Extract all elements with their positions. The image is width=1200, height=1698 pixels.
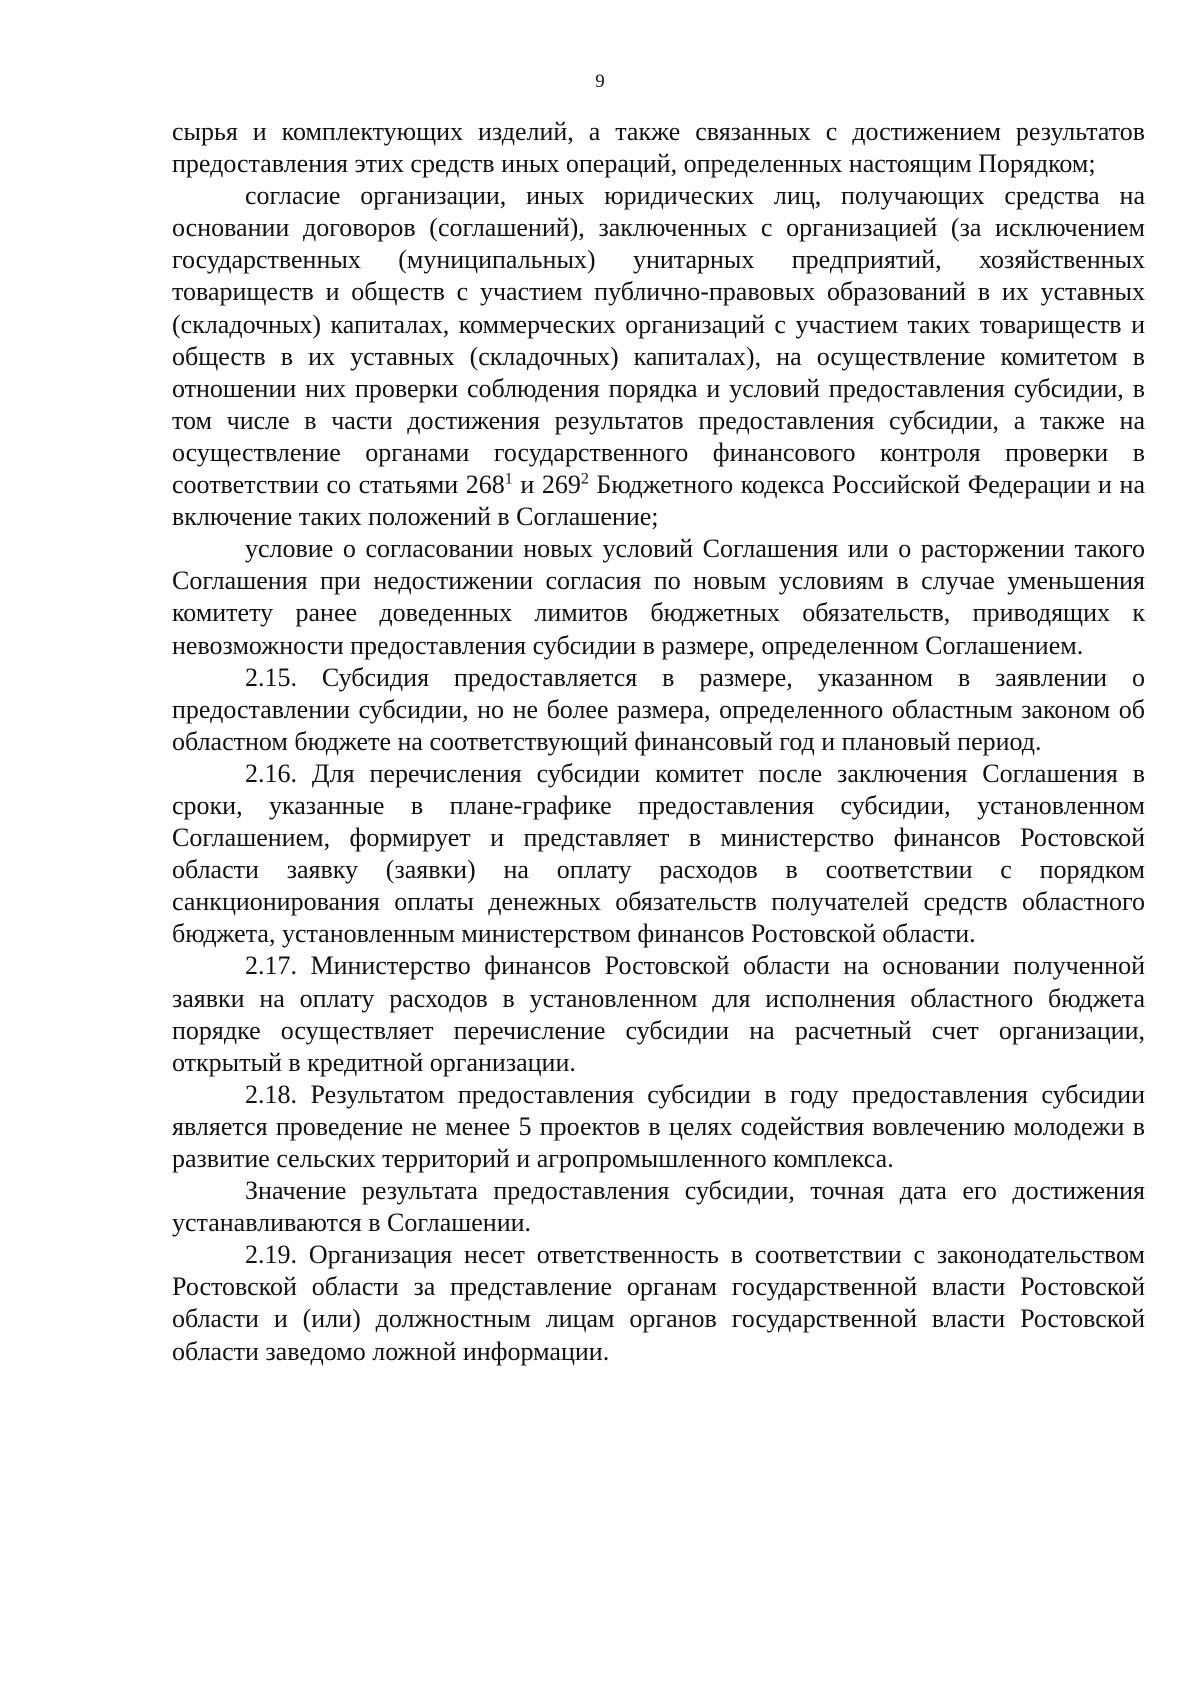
article-268-superscript: 1 [504,470,513,488]
page-number: 9 [595,71,605,92]
article-269-superscript: 2 [580,470,589,488]
paragraph-consent-text-3: Бюджетного кодекса Российской Федерации и на включение таких положений в Соглашение; [172,470,1145,532]
document-body [172,116,1145,1368]
paragraph-continuation: сырья и комплектующих изделий, а также связанных с достижением результатов предоставления этих средств иных операций, определенных настоящим Порядком; [172,117,1145,179]
paragraph-consent-text-2: и 269 [512,470,581,500]
paragraph-consent-text-1: согласие организации, иных юридических лиц, получающих средства на основании договоров (соглашений), заключенных с организацией (за исключением государственных (муниципальных) унитарных предприятий, хозяйственных товариществ и обществ с участием публично-правовых образований в их уставных (складочных) капиталах, коммерческих организаций с участием таких товариществ и обществ в их уставных (складочных) капиталах), на осуществление комитетом в отношении них проверки соблюдения порядка и условий предоставления субсидии, в том числе в части достижения результатов предоставления субсидии, а также на осуществление органами государственного финансового контроля проверки в соответствии со статьями 268 [172,181,1145,500]
paragraph-agreement-condition: условие о согласовании новых условий Соглашения или о расторжении такого Соглашения при недостижении согласия по новым условиям в случае уменьшения комитету ранее доведенных лимитов бюджетных обязательств, приводящих к невозможности предоставления субсидии в размере, определенном Соглашением. [172,534,1145,660]
paragraph-consent [172,180,1145,533]
paragraph-2-15: 2.15. Субсидия предоставляется в размере, указанном в заявлении о предоставлении субсидии, но не более размера, определенного областным законом об областном бюджете на соответствующий финансовый год и плановый период. [172,662,1145,756]
paragraph-2-17: 2.17. Министерство финансов Ростовской области на основании полученной заявки на оплату расходов в установленном для исполнения областного бюджета порядке осуществляет перечисление субсидии на расчетный счет организации, открытый в кредитной организации. [172,951,1145,1077]
paragraph-2-18: 2.18. Результатом предоставления субсидии в году предоставления субсидии является проведение не менее 5 проектов в целях содействия вовлечению молодежи в развитие сельских территорий и агропромышленного комплекса. [172,1079,1145,1173]
paragraph-2-16: 2.16. Для перечисления субсидии комитет после заключения Соглашения в сроки, указанные в плане-графике предоставления субсидии, установленном Соглашением, формирует и представляет в министерство финансов Ростовской области заявку (заявки) на оплату расходов в соответствии с порядком санкционирования оплаты денежных обязательств получателей средств областного бюджета, установленным министерством финансов Ростовской области. [172,758,1145,949]
paragraph-2-19: 2.19. Организация несет ответственность в соответствии с законодательством Ростовской области за представление органам государственной власти Ростовской области и (или) должностным лицам органов государственной власти Ростовской области заведомо ложной информации. [172,1240,1145,1366]
paragraph-result-value: Значение результата предоставления субсидии, точная дата его достижения устанавливаются в Соглашении. [172,1176,1145,1238]
